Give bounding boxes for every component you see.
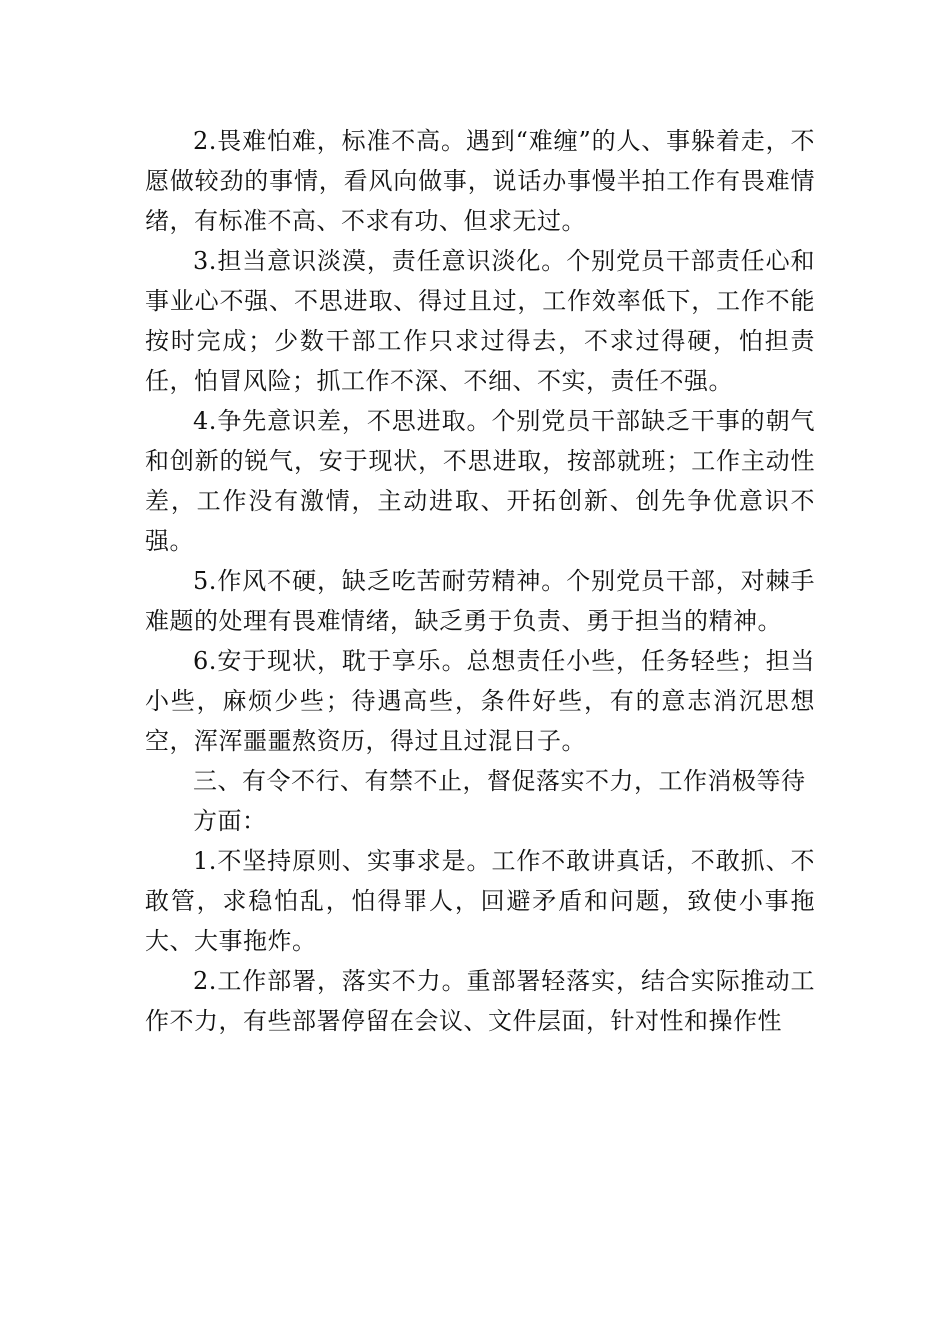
section-heading-3: 三、有令不行、有禁不止，督促落实不力，工作消极等待 [193, 767, 806, 795]
paragraph-item-2: 2.畏难怕难，标准不高。遇到“难缠”的人、事躲着走，不愿做较劲的事情，看风向做事，说话办事慢半拍工作有畏难情绪，有标准不高、不求有功、但求无过。 [145, 127, 815, 235]
paragraph-item-6: 6.安于现状，耽于享乐。总想责任小些，任务轻些；担当小些，麻烦少些；待遇高些，条件好些，有的意志消沉思想空，浑浑噩噩熬资历，得过且过混日子。 [145, 647, 815, 755]
paragraph-item-3: 3.担当意识淡漠，责任意识淡化。个别党员干部责任心和事业心不强、不思进取、得过且过，工作效率低下，工作不能按时完成；少数干部工作只求过得去，不求过得硬，怕担责任，怕冒风险；抓工作不深、不细、不实，责任不强。 [145, 247, 815, 395]
paragraph-item-1: 1.不坚持原则、实事求是。工作不敢讲真话，不敢抓、不敢管，求稳怕乱，怕得罪人，回避矛盾和问题，致使小事拖大、大事拖炸。 [145, 847, 815, 955]
paragraph-item-2-b: 2.工作部署，落实不力。重部署轻落实，结合实际推动工作不力，有些部署停留在会议、文件层面，针对性和操作性 [145, 967, 815, 1035]
paragraph-item-5: 5.作风不硬，缺乏吃苦耐劳精神。个别党员干部，对棘手难题的处理有畏难情绪，缺乏勇于负责、勇于担当的精神。 [145, 567, 815, 635]
document-body [145, 121, 815, 1041]
paragraph-item-4: 4.争先意识差，不思进取。个别党员干部缺乏干事的朝气和创新的锐气，安于现状，不思进取，按部就班；工作主动性差，工作没有激情，主动进取、开拓创新、创先争优意识不强。 [145, 407, 815, 555]
section-heading-3-continuation: 方面： [193, 807, 267, 835]
